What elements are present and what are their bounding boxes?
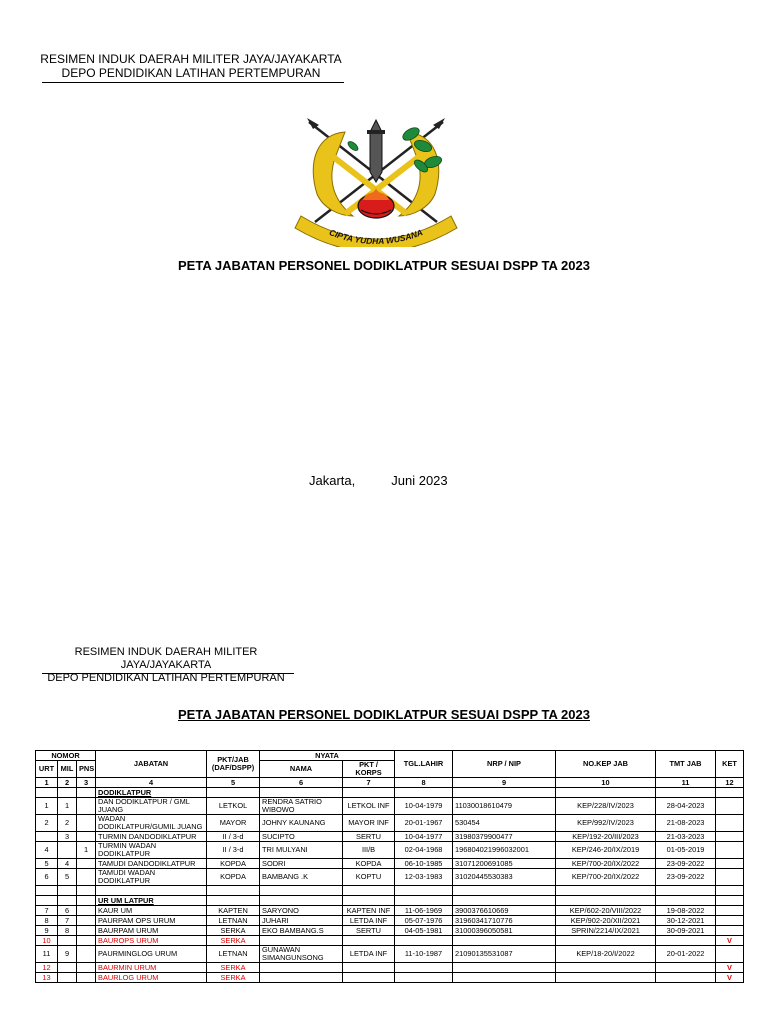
nama-cell: JUHARI [260,916,343,926]
urt-cell: 7 [36,906,58,916]
pkt-jab-cell: II / 3-d [207,842,260,859]
col-nrp: NRP / NIP [453,751,556,778]
date-line [309,473,448,488]
nrp-cell: 31071200691085 [453,859,556,869]
personnel-table [35,750,744,983]
tgl-lahir-cell: 02-04-1968 [395,842,453,859]
no-kep-cell: KEP/18-20/I/2022 [556,946,656,963]
ket-cell [716,916,744,926]
tgl-lahir-cell: 05-07-1976 [395,916,453,926]
no-kep-cell: KEP/246-20/IX/2019 [556,842,656,859]
jabatan-cell: TURMIN DANDODIKLATPUR [96,832,207,842]
tmt-cell: 20-01-2022 [656,946,716,963]
pkt-jab-cell: KOPDA [207,869,260,886]
pkt-jab-cell: SERKA [207,926,260,936]
nrp-cell: 196804021996032001 [453,842,556,859]
table-row [36,946,744,963]
jabatan-cell: PAURMINGLOG URUM [96,946,207,963]
no-kep-cell: KEP/700-20/IX/2022 [556,859,656,869]
mil-cell: 9 [58,946,77,963]
no-kep-cell: KEP/602-20/VIII/2022 [556,906,656,916]
empty-cell [395,896,453,906]
empty-cell [96,886,207,896]
col-pkt-jab: PKT/JAB (DAF/DSPP) [207,751,260,778]
col-num: 2 [58,778,77,788]
table-row [36,973,744,983]
nama-cell: SUCIPTO [260,832,343,842]
pns-cell [77,946,96,963]
page-title: PETA JABATAN PERSONEL DODIKLATPUR SESUAI DSPP TA 2023 [178,258,590,273]
pns-cell [77,869,96,886]
nrp-cell: 31960341710776 [453,916,556,926]
tmt-cell [656,963,716,973]
table-row [36,916,744,926]
jabatan-cell: PAURPAM OPS URUM [96,916,207,926]
nrp-cell: 31980379900477 [453,832,556,842]
empty-cell [260,896,343,906]
empty-cell [77,788,96,798]
pns-cell [77,798,96,815]
col-num: 11 [656,778,716,788]
pkt-korps-cell [343,963,395,973]
pkt-korps-cell: KAPTEN INF [343,906,395,916]
month-text: Juni 2023 [391,473,448,488]
empty-cell [36,886,58,896]
pkt-jab-cell: II / 3-d [207,832,260,842]
empty-cell [36,896,58,906]
col-num: 9 [453,778,556,788]
pns-cell [77,916,96,926]
tmt-cell: 01-05-2019 [656,842,716,859]
pkt-jab-cell: LETNAN [207,916,260,926]
nrp-cell: 21090135531087 [453,946,556,963]
tmt-cell: 19-08-2022 [656,906,716,916]
empty-cell [656,886,716,896]
col-pkt-korps: PKT / KORPS [343,761,395,778]
mil-cell [58,842,77,859]
jabatan-cell: BAURMIN URUM [96,963,207,973]
table-row [36,963,744,973]
pkt-korps-cell [343,973,395,983]
col-nama: NAMA [260,761,343,778]
pkt-korps-cell: LETKOL INF [343,798,395,815]
empty-cell [395,886,453,896]
table-row [36,798,744,815]
nama-cell: JOHNY KAUNANG [260,815,343,832]
unit-emblem-logo [287,112,465,247]
no-kep-cell: KEP/902-20/XII/2021 [556,916,656,926]
pns-cell [77,832,96,842]
tmt-cell: 30-09-2021 [656,926,716,936]
empty-cell [58,788,77,798]
tgl-lahir-cell: 06-10-1985 [395,859,453,869]
jabatan-cell: DAN DODIKLATPUR / GML JUANG [96,798,207,815]
header-line-1: RESIMEN INDUK DAERAH MILITER JAYA/JAYAKARTA [40,52,342,66]
tmt-cell: 28-04-2023 [656,798,716,815]
nrp-cell: 11030018610479 [453,798,556,815]
tmt-cell [656,936,716,946]
no-kep-cell: KEP/192-20/III/2023 [556,832,656,842]
jabatan-cell: BAUROPS URUM [96,936,207,946]
mil-cell: 5 [58,869,77,886]
header-underline [42,673,294,674]
pkt-korps-cell: III/B [343,842,395,859]
jabatan-cell: WADAN DODIKLATPUR/GUMIL JUANG [96,815,207,832]
jabatan-cell: TURMIN WADAN DODIKLATPUR [96,842,207,859]
no-kep-cell [556,973,656,983]
header-line-2: DEPO PENDIDIKAN LATIHAN PERTEMPURAN [47,672,285,684]
ket-cell [716,859,744,869]
pkt-jab-cell: KAPTEN [207,906,260,916]
tgl-lahir-cell: 10-04-1979 [395,798,453,815]
empty-cell [77,886,96,896]
logo-motto: CIPTA YUDHA WUSANA [327,227,425,247]
pkt-jab-cell: SERKA [207,973,260,983]
nrp-cell: 530454 [453,815,556,832]
mil-cell [58,936,77,946]
empty-cell [556,788,656,798]
tmt-cell: 21-08-2023 [656,815,716,832]
ket-cell [716,832,744,842]
nama-cell: TRI MULYANI [260,842,343,859]
mil-cell: 6 [58,906,77,916]
col-nyata: NYATA [260,751,395,761]
col-tmt: TMT JAB [656,751,716,778]
empty-cell [453,896,556,906]
mil-cell [58,973,77,983]
urt-cell: 10 [36,936,58,946]
col-ket: KET [716,751,744,778]
mil-cell: 7 [58,916,77,926]
empty-cell [656,896,716,906]
no-kep-cell: KEP/992/IV/2023 [556,815,656,832]
urt-cell: 5 [36,859,58,869]
pkt-jab-cell: SERKA [207,936,260,946]
pns-cell [77,815,96,832]
pkt-korps-cell: MAYOR INF [343,815,395,832]
nrp-cell: 3900376610669 [453,906,556,916]
nama-cell [260,973,343,983]
empty-cell [207,788,260,798]
col-pns: PNS [77,761,96,778]
column-number-row [36,778,744,788]
section-label: UR UM LATPUR [96,896,207,906]
nrp-cell [453,936,556,946]
pkt-korps-cell [343,936,395,946]
tgl-lahir-cell [395,973,453,983]
table-row [36,906,744,916]
nama-cell [260,963,343,973]
empty-cell [716,896,744,906]
col-tgl-lahir: TGL.LAHIR [395,751,453,778]
tgl-lahir-cell [395,936,453,946]
no-kep-cell: KEP/700-20/IX/2022 [556,869,656,886]
nrp-cell [453,973,556,983]
pns-cell [77,926,96,936]
col-jabatan: JABATAN [96,751,207,778]
pkt-korps-cell: SERTU [343,926,395,936]
empty-cell [58,886,77,896]
empty-cell [36,788,58,798]
empty-cell [453,788,556,798]
pkt-jab-cell: LETNAN [207,946,260,963]
jabatan-cell: TAMUDI WADAN DODIKLATPUR [96,869,207,886]
col-no-kep: NO.KEP JAB [556,751,656,778]
empty-cell [453,886,556,896]
pkt-korps-cell: LETDA INF [343,916,395,926]
nama-cell: SODRI [260,859,343,869]
nrp-cell: 31000396050581 [453,926,556,936]
empty-cell [556,896,656,906]
section-row [36,788,744,798]
table-row [36,832,744,842]
pns-cell [77,963,96,973]
place-text: Jakarta, [309,473,356,488]
header-underline [42,82,344,83]
pkt-korps-cell: KOPDA [343,859,395,869]
empty-cell [716,886,744,896]
pkt-jab-cell: SERKA [207,963,260,973]
col-urt: URT [36,761,58,778]
urt-cell: 9 [36,926,58,936]
jabatan-cell: KAUR UM [96,906,207,916]
col-nomor: NOMOR [36,751,96,761]
tgl-lahir-cell: 11-10-1987 [395,946,453,963]
tmt-cell: 30-12-2021 [656,916,716,926]
nama-cell [260,936,343,946]
col-num: 12 [716,778,744,788]
urt-cell: 11 [36,946,58,963]
ket-cell: V [716,936,744,946]
ket-cell: V [716,963,744,973]
pns-cell [77,859,96,869]
empty-cell [207,886,260,896]
jabatan-cell: BAURPAM URUM [96,926,207,936]
pkt-jab-cell: MAYOR [207,815,260,832]
ket-cell [716,946,744,963]
table-row [36,859,744,869]
empty-cell [656,788,716,798]
pkt-jab-cell: LETKOL [207,798,260,815]
urt-cell: 6 [36,869,58,886]
nrp-cell [453,963,556,973]
section-label: DODIKLATPUR [96,788,207,798]
section-row [36,896,744,906]
header-line-1: RESIMEN INDUK DAERAH MILITER JAYA/JAYAKARTA [74,646,258,671]
mil-cell: 1 [58,798,77,815]
empty-cell [343,788,395,798]
mil-cell: 8 [58,926,77,936]
empty-cell [58,896,77,906]
empty-cell [260,788,343,798]
nama-cell: BAMBANG .K [260,869,343,886]
col-num: 1 [36,778,58,788]
pkt-korps-cell: LETDA INF [343,946,395,963]
col-num: 7 [343,778,395,788]
col-num: 3 [77,778,96,788]
empty-cell [716,788,744,798]
tgl-lahir-cell: 20-01-1967 [395,815,453,832]
table-row [36,869,744,886]
nama-cell: SARYONO [260,906,343,916]
nama-cell: GUNAWAN SIMANGUNSONG [260,946,343,963]
blank-row [36,886,744,896]
nrp-cell: 31020445530383 [453,869,556,886]
table-title: PETA JABATAN PERSONEL DODIKLATPUR SESUAI DSPP TA 2023 [178,707,590,722]
col-mil: MIL [58,761,77,778]
table-row [36,926,744,936]
ket-cell [716,926,744,936]
empty-cell [343,896,395,906]
urt-cell: 12 [36,963,58,973]
no-kep-cell [556,936,656,946]
no-kep-cell: KEP/228/IV/2023 [556,798,656,815]
pns-cell [77,973,96,983]
tmt-cell: 21-03-2023 [656,832,716,842]
empty-cell [556,886,656,896]
tgl-lahir-cell: 12-03-1983 [395,869,453,886]
jabatan-cell: TAMUDI DANDODIKLATPUR [96,859,207,869]
pkt-korps-cell: SERTU [343,832,395,842]
pkt-korps-cell: KOPTU [343,869,395,886]
tmt-cell [656,973,716,983]
tgl-lahir-cell: 10-04-1977 [395,832,453,842]
mil-cell: 4 [58,859,77,869]
urt-cell: 1 [36,798,58,815]
empty-cell [395,788,453,798]
empty-cell [260,886,343,896]
tmt-cell: 23-09-2022 [656,869,716,886]
tgl-lahir-cell [395,963,453,973]
table-row [36,842,744,859]
col-num: 8 [395,778,453,788]
col-num: 5 [207,778,260,788]
mil-cell [58,963,77,973]
tgl-lahir-cell: 11-06-1969 [395,906,453,916]
header-line-2: DEPO PENDIDIKAN LATIHAN PERTEMPURAN [61,66,321,80]
unit-header [38,52,344,80]
col-num: 4 [96,778,207,788]
pns-cell [77,936,96,946]
ket-cell [716,842,744,859]
urt-cell: 8 [36,916,58,926]
mil-cell: 3 [58,832,77,842]
tgl-lahir-cell: 04-05-1981 [395,926,453,936]
no-kep-cell: SPRIN/2214/IX/2021 [556,926,656,936]
empty-cell [77,896,96,906]
table-row [36,936,744,946]
empty-cell [343,886,395,896]
urt-cell: 13 [36,973,58,983]
col-num: 6 [260,778,343,788]
urt-cell: 2 [36,815,58,832]
jabatan-cell: BAURLOG URUM [96,973,207,983]
table-row [36,815,744,832]
pkt-jab-cell: KOPDA [207,859,260,869]
unit-header-2 [38,646,294,685]
empty-cell [207,896,260,906]
pns-cell [77,906,96,916]
no-kep-cell [556,963,656,973]
ket-cell: V [716,973,744,983]
mil-cell: 2 [58,815,77,832]
ket-cell [716,815,744,832]
ket-cell [716,906,744,916]
col-num: 10 [556,778,656,788]
urt-cell [36,832,58,842]
ket-cell [716,798,744,815]
pns-cell: 1 [77,842,96,859]
tmt-cell: 23-09-2022 [656,859,716,869]
nama-cell: EKO BAMBANG.S [260,926,343,936]
urt-cell: 4 [36,842,58,859]
nama-cell: RENDRA SATRIO WIBOWO [260,798,343,815]
ket-cell [716,869,744,886]
